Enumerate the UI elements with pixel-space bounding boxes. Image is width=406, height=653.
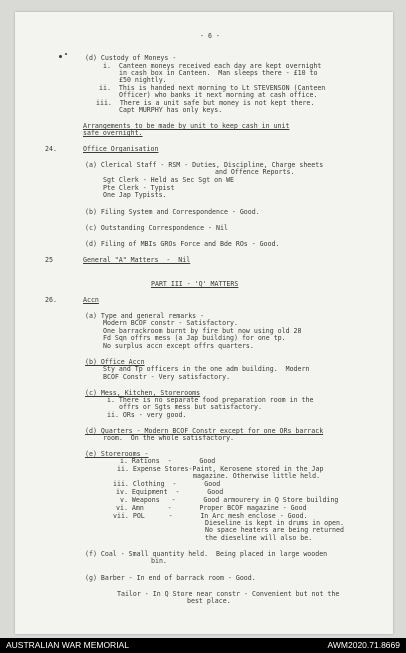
document-line: Capt MURPHY has only keys.: [119, 106, 223, 114]
document-line: magazine. Otherwise little held.: [193, 472, 321, 480]
document-line: General "A" Matters - Nil: [83, 256, 191, 264]
document-line: Pte Clerk - Typist: [103, 184, 175, 192]
document-line: Tailor - In Q Store near constr - Convenient but not the: [117, 590, 340, 598]
document-line: Sgt Clerk - Held as Sec Sgt on WE: [103, 176, 235, 184]
document-line: i. Rations - Good: [120, 457, 216, 465]
document-line: vi. Amn - Proper BCOF magazine - Good: [116, 504, 307, 512]
document-line: PART III - 'Q' MATTERS: [151, 280, 239, 288]
document-line: 26.: [45, 296, 57, 304]
document-line: 24.: [45, 145, 57, 153]
footer-bar: [0, 638, 406, 653]
document-line: Modern BCOF constr - Satisfactory.: [103, 319, 238, 327]
document-line: £50 nightly.: [119, 76, 167, 84]
document-line: No space heaters are being returned: [205, 526, 344, 534]
document-line: Office Organisation: [83, 145, 159, 153]
document-line: ii. Expense Stores-Paint, Kerosene stored in the Jap: [117, 465, 324, 473]
punch-mark: [65, 53, 67, 55]
document-line: bin.: [151, 557, 167, 565]
document-line: i. Canteen moneys received each day are kept overnight: [103, 62, 322, 70]
document-line: Accn: [83, 296, 99, 304]
document-line: (b) Office Accn: [85, 358, 145, 366]
document-line: BCOF Constr - Very satisfactory.: [103, 373, 231, 381]
document-line: 25: [45, 256, 53, 264]
document-line: Sty and Tp officers in the one adm building. Modern: [103, 365, 310, 373]
document-line: (d) Quarters - Modern BCOF Constr except for one ORs barrack: [85, 427, 324, 435]
document-line: room. On the whole satisfactory.: [103, 434, 235, 442]
footer-accession-number: AWM2020.71.8669: [327, 640, 400, 650]
document-line: in cash box in Canteen. Man sleeps there - £10 to: [119, 69, 318, 77]
document-line: offrs or Sgts mess but satisfactory.: [119, 403, 262, 411]
document-line: Officer) who banks it next morning at cash office.: [119, 91, 318, 99]
document-page: [15, 12, 393, 634]
punch-mark: [59, 55, 62, 58]
document-line: vii. POL - In Arc mesh enclose - Good.: [113, 512, 308, 520]
document-line: iii. Clothing - Good: [113, 480, 221, 488]
document-line: (e) Storerooms -: [85, 450, 149, 458]
document-line: Arrangements to be made by unit to keep cash in unit: [83, 122, 290, 130]
document-line: the dieseline will also be.: [205, 534, 313, 542]
document-line: v. Weapons - Good armourery in Q Store building: [120, 496, 339, 504]
document-line: safe overnight.: [83, 129, 143, 137]
document-line: (a) Type and general remarks -: [85, 312, 205, 320]
document-line: (b) Filing System and Correspondence - Good.: [85, 208, 260, 216]
document-line: (c) Outstanding Correspondence - Nil: [85, 224, 228, 232]
document-line: (d) Filing of MBIs GROs Force and Bde ROs - Good.: [85, 240, 280, 248]
document-line: One barrackroom burnt by fire but now using old 28: [103, 327, 302, 335]
document-line: (f) Coal - Small quantity held. Being placed in large wooden: [85, 550, 328, 558]
page-number: - 6 -: [200, 32, 220, 40]
document-line: (d) Custody of Moneys -: [85, 54, 177, 62]
document-line: Dieseline is kept in drums in open.: [205, 519, 344, 527]
document-line: iv. Equipment - Good: [116, 488, 224, 496]
document-line: (g) Barber - In end of barrack room - Good.: [85, 574, 256, 582]
document-line: (c) Mess, Kitchen, Storerooms: [85, 389, 201, 397]
document-line: ii. This is handed next morning to Lt STEVENSON (Canteen: [99, 84, 326, 92]
document-line: iii. There is a unit safe but money is not kept there.: [96, 99, 315, 107]
document-line: (a) Clerical Staff - RSM - Duties, Discipline, Charge sheets: [85, 161, 324, 169]
footer-institution: AUSTRALIAN WAR MEMORIAL: [6, 640, 129, 650]
document-line: best place.: [187, 597, 231, 605]
document-line: ii. ORs - very good.: [107, 411, 187, 419]
document-line: i. There is no separate food preparation room in the: [107, 396, 314, 404]
document-line: One Jap Typists.: [103, 191, 167, 199]
document-line: Fd Sqn offrs mess (a Jap building) for one tp.: [103, 334, 286, 342]
document-line: and Offence Reports.: [215, 168, 295, 176]
document-line: No surplus accn except offrs quarters.: [103, 342, 254, 350]
